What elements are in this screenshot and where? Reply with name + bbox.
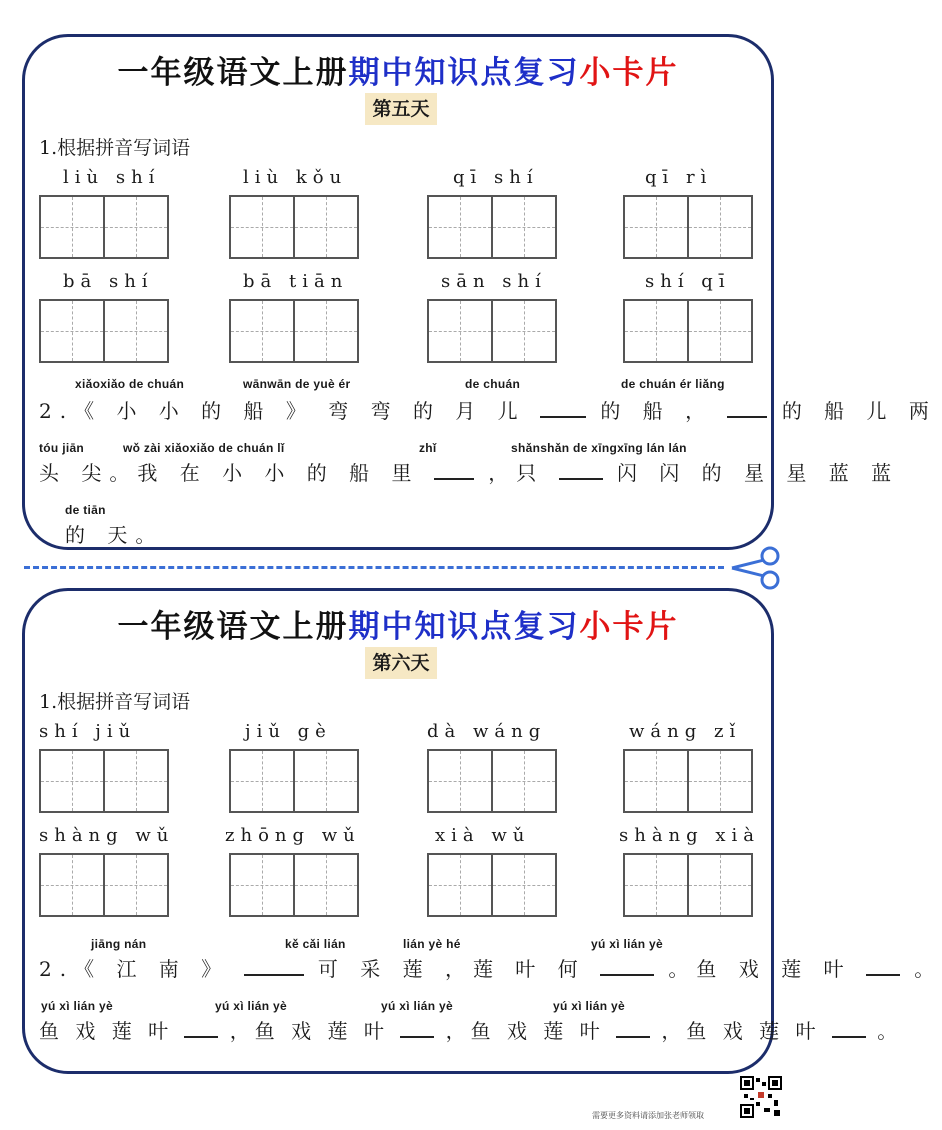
pinyin-annotation: yú xì lián yè [41,999,113,1013]
fill-blank[interactable] [559,462,603,480]
fill-blank[interactable] [616,1020,650,1038]
pinyin-label: dà wáng [427,721,547,742]
cut-line [24,566,724,569]
pinyin-annotation: yú xì lián yè [553,999,625,1013]
text-segment: 2.《 小 小 的 船 》 弯 弯 的 月 儿 [39,399,526,423]
writing-grid[interactable] [623,749,753,813]
writing-grid[interactable] [229,299,359,363]
pinyin-label: qī shí [453,167,539,188]
pinyin-label: shàng xià [619,825,761,846]
text-segment: ，鱼 戏 莲 叶 [229,1019,389,1043]
pinyin-label: qī rì [645,167,713,188]
pinyin-label: bā shí [63,271,154,292]
pinyin-annotation: xiǎoxiǎo de chuán [75,377,185,391]
pinyin-label: xià wǔ [435,825,531,846]
poem-line [39,953,942,982]
title-part-review: 期中知识点复习 [348,609,580,645]
pinyin-label: shí qī [645,271,731,292]
poem-line [39,457,899,486]
pinyin-label: shàng wǔ [39,825,175,846]
pinyin-annotation: jiāng nán [91,937,147,951]
text-segment: 可 采 莲 ，莲 叶 何 [317,957,586,981]
pinyin-annotation: yú xì lián yè [381,999,453,1013]
fill-blank[interactable] [400,1020,434,1038]
writing-grid[interactable] [623,299,753,363]
pinyin-label: sān shí [441,271,547,292]
text-segment: 。 [914,957,942,981]
pinyin-annotation: shǎnshǎn de xīngxīng lán lán [511,441,687,455]
pinyin-annotation: de tiān [65,503,106,517]
text-segment: 头 尖。我 在 小 小 的 船 里 [39,461,420,485]
pinyin-label: bā tiān [243,271,349,292]
writing-grid[interactable] [39,749,169,813]
fill-blank[interactable] [866,958,900,976]
pinyin-annotation: yú xì lián yè [215,999,287,1013]
day-label: 第五天 [365,93,437,125]
text-segment: 的 船 ， [600,399,714,423]
card-title [25,47,771,92]
text-segment: 的 船 儿 两 [781,399,937,423]
pinyin-annotation: lián yè hé [403,937,461,951]
fill-blank[interactable] [727,400,767,418]
writing-grid[interactable] [427,195,557,259]
title-part-card: 小卡片 [579,609,679,645]
pinyin-annotation: zhǐ [419,441,437,455]
title-part-card: 小卡片 [579,55,679,91]
pinyin-annotation: yú xì lián yè [591,937,663,951]
pinyin-annotation: wānwān de yuè ér [243,377,351,391]
review-card-day5 [22,34,937,550]
fill-blank[interactable] [434,462,474,480]
writing-grid[interactable] [229,749,359,813]
pinyin-annotation: de chuán ér liǎng [621,377,725,391]
pinyin-annotation: de chuán [465,377,521,391]
section-pinyin-words: 1.根据拼音写词语 [39,137,191,159]
fill-blank[interactable] [244,958,304,976]
text-segment: 闪 闪 的 星 星 蓝 蓝 [616,461,900,485]
writing-grid[interactable] [427,749,557,813]
review-card-day6 [22,588,942,1074]
fill-blank[interactable] [184,1020,218,1038]
poem-line [39,395,937,424]
writing-grid[interactable] [427,853,557,917]
writing-grid[interactable] [39,195,169,259]
pinyin-label: wáng zǐ [629,721,742,742]
scissors-icon [728,546,784,590]
text-segment: 。 [877,1019,903,1043]
text-segment: ，鱼 戏 莲 叶 [445,1019,605,1043]
pinyin-annotation: kě cǎi lián [285,937,346,951]
title-part-grade: 一年级语文上册 [117,609,349,645]
text-segment: 。鱼 戏 莲 叶 [668,957,852,981]
writing-grid[interactable] [39,853,169,917]
fill-blank[interactable] [832,1020,866,1038]
pinyin-annotation: wǒ zài xiǎoxiǎo de chuán lǐ [123,441,285,455]
fill-blank[interactable] [600,958,654,976]
text-segment: 鱼 戏 莲 叶 [39,1019,174,1043]
writing-grid[interactable] [229,853,359,917]
pinyin-label: liù kǒu [243,167,348,188]
writing-grid[interactable] [623,853,753,917]
text-segment: ，只 [488,461,545,485]
poem-line: 的 天。 [65,523,164,547]
pinyin-annotation: tóu jiān [39,441,85,455]
poem-line [39,1015,902,1044]
pinyin-label: shí jiǔ [39,721,137,742]
day-label: 第六天 [365,647,437,679]
section-pinyin-words: 1.根据拼音写词语 [39,691,191,713]
text-segment: 2.《 江 南 》 [39,957,230,981]
title-part-grade: 一年级语文上册 [117,55,349,91]
footer-note: 需要更多资料请添加张老师领取 [592,1111,704,1120]
writing-grid[interactable] [229,195,359,259]
pinyin-label: jiǔ gè [245,721,332,742]
card-title [25,601,771,646]
title-part-review: 期中知识点复习 [348,55,580,91]
pinyin-label: zhōng wǔ [225,825,361,846]
writing-grid[interactable] [427,299,557,363]
writing-grid[interactable] [623,195,753,259]
qr-code-icon [740,1076,782,1118]
text-segment: ，鱼 戏 莲 叶 [661,1019,821,1043]
fill-blank[interactable] [540,400,586,418]
writing-grid[interactable] [39,299,169,363]
pinyin-label: liù shí [63,167,161,188]
